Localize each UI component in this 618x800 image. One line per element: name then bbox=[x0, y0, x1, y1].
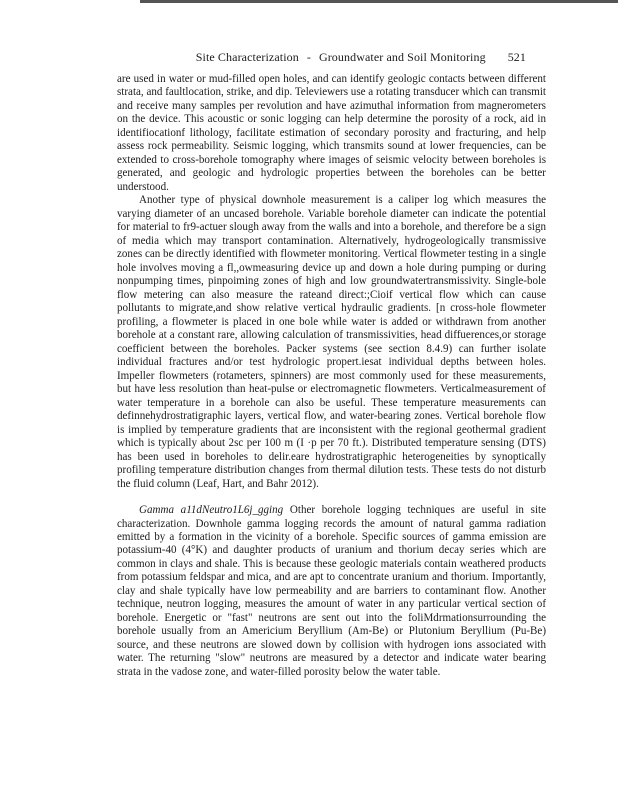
body-text bbox=[117, 73, 546, 679]
running-head bbox=[100, 50, 526, 65]
paragraph-gamma-neutron bbox=[117, 504, 546, 679]
run-in-heading: Gamma a11dNeutro1L6j_gging bbox=[139, 504, 284, 517]
header-separator: - bbox=[306, 50, 311, 64]
page-number: 521 bbox=[507, 50, 526, 64]
chapter-title: Site Characterization bbox=[195, 50, 299, 64]
section-title: Groundwater and Soil Monitoring bbox=[318, 50, 486, 64]
paragraph-gamma-neutron-text: Other borehole logging techniques are useful in site characterization. Downhole gamma logging records the amount of natural gamma radiation emitted by a formation in the vicinity of a borehole. Specific sources of gamma emission are potassium-40 (4°K) and daughter products of uranium and thorium decay series which are common in clays and shale. This is because these geologic materials contain weathered products from potassium feldspar and mica, and are apt to concentrate uranium and thorium. Importantly, clay and shale typically have low permeability and are barriers to contaminant flow. Another technique, neutron logging, measures the amount of water in any particular vertical section of borehole. Energetic or "fast" neutrons are sent out into the foliMdrmationsurrounding the borehole usually from an Americium Beryllium (Am-Be) or Plutonium Beryllium (Pu-Be) source, and these neutrons are slowed down by collision with hydrogen ions associated with water. The returning "slow" neutrons are measured by a detector and indicate water bearing strata in the vadose zone, and water-filled porosity below the water table. bbox=[117, 504, 546, 678]
top-rule bbox=[140, 0, 618, 3]
paragraph-acoustic-logging: are used in water or mud-filled open holes, and can identify geologic contacts between different strata, and faultlocation, strike, and dip. Televiewers use a rotating transducer which can transmit and receive many samples per revolution and have azimuthal information from magnerometers on the device. This acoustic or sonic logging can help determine the porosity of a rock, aid in identifiocationf lithology, facilitate estimation of secondary porosity and fracturing, and help assess rock permeability. Seismic logging, which transmits sound at lower frequencies, can be extended to cross-borehole tomography where images of seismic velocity between boreholes is generated, and geologic and hydrologic properties between the boreholes can be better understood. bbox=[117, 73, 546, 193]
paragraph-caliper-flowmeter: Another type of physical downhole measurement is a caliper log which measures the varying diameter of an uncased borehole. Variable borehole diameter can indicate the potential for material to fr9-actuer slough away from the walls and into a borehole, and therefore be a sign of media which may transport contamination. Alternatively, hydrogeologically transmissive zones can be directly identified with flowmeter monitoring. Vertical flowmeter testing in a single hole involves moving a fl,,owmeasuring device up and down a hole during pumping or during nonpumping times, pinpoiming zones of high and low groundwatertransmissivity. Single-bole flow metering can also measure the rateand direct:;Cioif vertical flow which can cause pollutants to migrate,and show relative vertical hydraulic gradients. [n cross-hole flowmeter profiling, a flowmeter is placed in one bole while water is added or withdrawn from another borehole at a constant rare, allowing calculation of transmissivities, head diffuerences,or storage coefficient between the boreholes. Packer systems (see section 8.4.9) can further isolate individual fractures and/or test hydrologic propert.iesat individual depths between holes. Impeller flowmeters (rotameters, spinners) are most commonly used for these measurements, but have less resolution than heat-pulse or electromagnetic flowmeters. Verticalmeasurement of water temperature in a borehole can also be useful. These temperature measurements can definnehydrostratigraphic layers, vertical flow, and water-bearing zones. Vertical borehole flow is implied by temperature gradients that are inconsistent with the regional geothermal gradient which is typically about 2sc per 100 m (I ·p per 70 ft.). Distributed temperature sensing (DTS) has been used in boreholes to delir.eare hydrostratigraphic heterogeneities by synoptically profiling temperature distribution changes from thermal dilution tests. These tests do not disturb the fluid column (Leaf, Hart, and Bahr 2012). bbox=[117, 194, 546, 490]
